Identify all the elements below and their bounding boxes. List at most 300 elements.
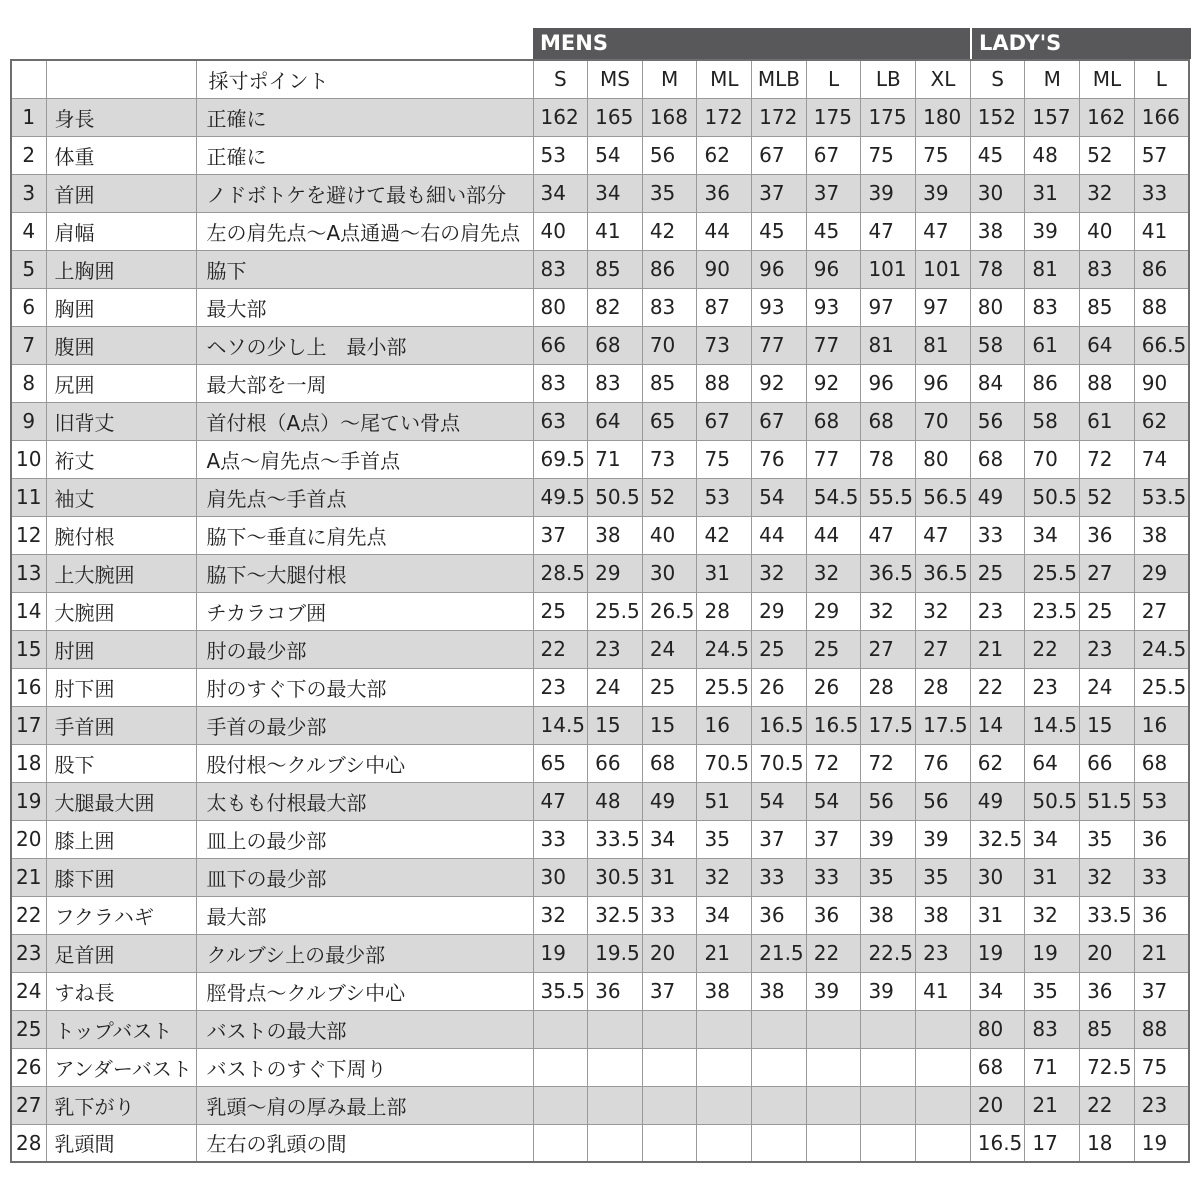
table-row	[11, 250, 1189, 288]
size-value-cell	[752, 1010, 807, 1048]
size-value-cell: 32	[533, 896, 588, 934]
size-col-header-mens: L	[806, 60, 861, 98]
size-value-cell: 41	[588, 212, 643, 250]
measure-desc-cell: 首付根（A点）～尾てい骨点	[196, 402, 533, 440]
size-value-cell: 83	[1080, 250, 1135, 288]
size-value-cell	[588, 1086, 643, 1124]
size-value-cell: 26	[806, 668, 861, 706]
size-value-cell: 22	[806, 934, 861, 972]
size-value-cell: 180	[916, 98, 971, 136]
table-row	[11, 402, 1189, 440]
measure-desc-cell: 最大部	[196, 896, 533, 934]
size-value-cell: 20	[1080, 934, 1135, 972]
size-value-cell: 72	[1080, 440, 1135, 478]
table-row	[11, 744, 1189, 782]
measure-desc-cell: 股付根～クルブシ中心	[196, 744, 533, 782]
row-number-cell: 27	[11, 1086, 46, 1124]
size-value-cell: 33.5	[1080, 896, 1135, 934]
size-value-cell: 53	[533, 136, 588, 174]
size-value-cell: 71	[1025, 1048, 1080, 1086]
size-value-cell: 32	[1080, 858, 1135, 896]
size-value-cell: 27	[1134, 592, 1189, 630]
size-value-cell: 23	[970, 592, 1025, 630]
size-value-cell: 25.5	[588, 592, 643, 630]
table-row	[11, 212, 1189, 250]
size-value-cell: 77	[806, 326, 861, 364]
size-value-cell: 68	[861, 402, 916, 440]
size-value-cell: 52	[642, 478, 697, 516]
size-value-cell: 172	[752, 98, 807, 136]
size-value-cell: 23	[1025, 668, 1080, 706]
measure-name-cell: 裄丈	[46, 440, 196, 478]
measure-point-header: 採寸ポイント	[196, 60, 533, 98]
size-value-cell: 97	[916, 288, 971, 326]
size-value-cell: 31	[642, 858, 697, 896]
measure-name-cell: 大腕囲	[46, 592, 196, 630]
measure-name-cell: 腕付根	[46, 516, 196, 554]
size-value-cell: 53	[697, 478, 752, 516]
size-value-cell: 51.5	[1080, 782, 1135, 820]
size-value-cell: 165	[588, 98, 643, 136]
size-value-cell: 29	[588, 554, 643, 592]
size-value-cell: 86	[1134, 250, 1189, 288]
size-value-cell: 76	[752, 440, 807, 478]
size-value-cell: 16.5	[752, 706, 807, 744]
ladys-group-header: LADY'S	[972, 28, 1191, 59]
row-number-cell: 10	[11, 440, 46, 478]
size-value-cell: 50.5	[1025, 782, 1080, 820]
size-value-cell: 66	[588, 744, 643, 782]
size-value-cell: 49	[642, 782, 697, 820]
measure-name-cell: 身長	[46, 98, 196, 136]
size-value-cell: 33	[1134, 174, 1189, 212]
size-value-cell: 45	[970, 136, 1025, 174]
table-row	[11, 1048, 1189, 1086]
size-value-cell	[642, 1086, 697, 1124]
measure-name-cell: 肘下囲	[46, 668, 196, 706]
measure-desc-cell: バストのすぐ下周り	[196, 1048, 533, 1086]
size-value-cell: 54	[752, 478, 807, 516]
size-value-cell	[861, 1086, 916, 1124]
row-number-cell: 12	[11, 516, 46, 554]
size-value-cell: 38	[588, 516, 643, 554]
size-value-cell: 73	[642, 440, 697, 478]
size-value-cell: 56	[642, 136, 697, 174]
size-value-cell: 39	[861, 972, 916, 1010]
table-row	[11, 440, 1189, 478]
size-value-cell: 24.5	[697, 630, 752, 668]
size-value-cell: 56.5	[916, 478, 971, 516]
size-value-cell: 66	[1080, 744, 1135, 782]
size-value-cell: 83	[642, 288, 697, 326]
size-value-cell: 19.5	[588, 934, 643, 972]
size-value-cell: 35.5	[533, 972, 588, 1010]
measure-name-cell: 尻囲	[46, 364, 196, 402]
table-row	[11, 516, 1189, 554]
size-value-cell: 32	[752, 554, 807, 592]
size-value-cell: 42	[697, 516, 752, 554]
size-value-cell: 21.5	[752, 934, 807, 972]
size-value-cell: 80	[916, 440, 971, 478]
size-value-cell	[533, 1048, 588, 1086]
size-value-cell: 72	[861, 744, 916, 782]
size-value-cell: 175	[806, 98, 861, 136]
size-col-header-mens: ML	[697, 60, 752, 98]
size-value-cell	[752, 1086, 807, 1124]
size-value-cell: 53	[1134, 782, 1189, 820]
size-value-cell: 36	[1080, 516, 1135, 554]
size-value-cell: 78	[861, 440, 916, 478]
size-value-cell: 35	[642, 174, 697, 212]
size-value-cell: 88	[1080, 364, 1135, 402]
size-value-cell: 70	[1025, 440, 1080, 478]
size-value-cell: 22	[1080, 1086, 1135, 1124]
size-value-cell	[916, 1124, 971, 1162]
table-row	[11, 782, 1189, 820]
row-number-cell: 4	[11, 212, 46, 250]
table-row	[11, 174, 1189, 212]
table-row	[11, 896, 1189, 934]
table-row	[11, 136, 1189, 174]
size-value-cell: 64	[1080, 326, 1135, 364]
size-value-cell: 68	[970, 1048, 1025, 1086]
measure-name-cell: 上胸囲	[46, 250, 196, 288]
size-value-cell: 25	[970, 554, 1025, 592]
size-value-cell: 37	[806, 820, 861, 858]
measure-desc-cell: 正確に	[196, 98, 533, 136]
size-value-cell: 37	[533, 516, 588, 554]
size-value-cell: 62	[697, 136, 752, 174]
measure-desc-cell: 肘の最少部	[196, 630, 533, 668]
size-value-cell: 27	[1080, 554, 1135, 592]
size-value-cell: 37	[752, 174, 807, 212]
size-value-cell: 52	[1080, 136, 1135, 174]
size-value-cell: 23	[1080, 630, 1135, 668]
size-value-cell: 24	[642, 630, 697, 668]
size-value-cell: 88	[1134, 1010, 1189, 1048]
row-number-cell: 20	[11, 820, 46, 858]
table-row	[11, 592, 1189, 630]
size-value-cell: 15	[642, 706, 697, 744]
size-value-cell	[806, 1048, 861, 1086]
size-value-cell: 93	[752, 288, 807, 326]
size-value-cell: 72	[806, 744, 861, 782]
size-value-cell: 61	[1025, 326, 1080, 364]
size-value-cell: 21	[1025, 1086, 1080, 1124]
size-value-cell: 35	[1080, 820, 1135, 858]
size-value-cell: 68	[588, 326, 643, 364]
size-value-cell: 65	[533, 744, 588, 782]
size-value-cell: 33	[806, 858, 861, 896]
size-value-cell: 22	[1025, 630, 1080, 668]
size-value-cell: 83	[1025, 288, 1080, 326]
table-row	[11, 1086, 1189, 1124]
table-row	[11, 554, 1189, 592]
size-value-cell: 45	[806, 212, 861, 250]
size-value-cell: 16	[697, 706, 752, 744]
size-value-cell	[806, 1086, 861, 1124]
row-number-cell: 7	[11, 326, 46, 364]
size-value-cell: 86	[1025, 364, 1080, 402]
size-value-cell: 63	[533, 402, 588, 440]
size-value-cell: 33	[642, 896, 697, 934]
size-value-cell: 24	[588, 668, 643, 706]
size-value-cell: 35	[697, 820, 752, 858]
size-value-cell: 32	[1025, 896, 1080, 934]
size-value-cell: 26	[752, 668, 807, 706]
size-value-cell: 19	[1134, 1124, 1189, 1162]
measure-desc-cell: 最大部	[196, 288, 533, 326]
row-number-cell: 21	[11, 858, 46, 896]
size-value-cell: 50.5	[1025, 478, 1080, 516]
size-value-cell: 39	[916, 174, 971, 212]
size-value-cell: 56	[916, 782, 971, 820]
size-value-cell: 36	[752, 896, 807, 934]
size-value-cell: 152	[970, 98, 1025, 136]
measure-name-cell: 首囲	[46, 174, 196, 212]
measure-desc-cell: チカラコブ囲	[196, 592, 533, 630]
row-number-cell: 3	[11, 174, 46, 212]
size-value-cell	[642, 1048, 697, 1086]
size-value-cell: 81	[916, 326, 971, 364]
size-value-cell: 77	[752, 326, 807, 364]
size-value-cell: 97	[861, 288, 916, 326]
table-row	[11, 98, 1189, 136]
table-row	[11, 668, 1189, 706]
table-row	[11, 326, 1189, 364]
empty-name-header-cell	[46, 60, 196, 98]
size-col-header-ladys: S	[970, 60, 1025, 98]
size-value-cell: 21	[1134, 934, 1189, 972]
size-value-cell: 31	[970, 896, 1025, 934]
table-row	[11, 706, 1189, 744]
size-value-cell: 85	[1080, 288, 1135, 326]
size-value-cell: 28	[916, 668, 971, 706]
size-value-cell: 20	[970, 1086, 1025, 1124]
size-value-cell: 19	[970, 934, 1025, 972]
size-value-cell: 30	[642, 554, 697, 592]
size-value-cell: 34	[642, 820, 697, 858]
measure-desc-cell: 脇下～大腿付根	[196, 554, 533, 592]
size-value-cell	[697, 1010, 752, 1048]
size-value-cell: 30	[533, 858, 588, 896]
size-value-cell: 62	[1134, 402, 1189, 440]
size-col-header-ladys: ML	[1080, 60, 1135, 98]
size-value-cell: 101	[916, 250, 971, 288]
size-value-cell	[752, 1124, 807, 1162]
row-number-cell: 26	[11, 1048, 46, 1086]
size-value-cell: 78	[970, 250, 1025, 288]
size-value-cell	[861, 1048, 916, 1086]
size-value-cell: 83	[533, 250, 588, 288]
size-value-cell: 166	[1134, 98, 1189, 136]
size-value-cell: 32	[806, 554, 861, 592]
table-row	[11, 820, 1189, 858]
size-value-cell	[806, 1124, 861, 1162]
size-value-cell: 49	[970, 478, 1025, 516]
size-value-cell: 96	[861, 364, 916, 402]
size-value-cell: 28	[697, 592, 752, 630]
row-number-cell: 19	[11, 782, 46, 820]
size-value-cell: 33	[1134, 858, 1189, 896]
size-value-cell: 35	[1025, 972, 1080, 1010]
size-value-cell: 21	[697, 934, 752, 972]
size-value-cell: 157	[1025, 98, 1080, 136]
size-value-cell: 70.5	[697, 744, 752, 782]
size-col-header-ladys: M	[1025, 60, 1080, 98]
size-value-cell: 39	[1025, 212, 1080, 250]
measure-desc-cell: 脇下～垂直に肩先点	[196, 516, 533, 554]
measure-name-cell: 肘囲	[46, 630, 196, 668]
size-value-cell: 29	[1134, 554, 1189, 592]
size-value-cell: 16.5	[806, 706, 861, 744]
size-value-cell	[642, 1010, 697, 1048]
size-value-cell: 41	[916, 972, 971, 1010]
size-value-cell: 32	[697, 858, 752, 896]
size-value-cell	[861, 1124, 916, 1162]
size-value-cell: 25.5	[1134, 668, 1189, 706]
size-value-cell: 81	[1025, 250, 1080, 288]
size-value-cell: 70	[916, 402, 971, 440]
size-value-cell: 14	[970, 706, 1025, 744]
size-value-cell: 25	[533, 592, 588, 630]
size-col-header-mens: M	[642, 60, 697, 98]
measure-desc-cell: 左の肩先点～A点通過～右の肩先点	[196, 212, 533, 250]
size-value-cell: 162	[1080, 98, 1135, 136]
size-value-cell: 21	[970, 630, 1025, 668]
size-value-cell: 15	[1080, 706, 1135, 744]
size-value-cell: 24.5	[1134, 630, 1189, 668]
measure-desc-cell: ヘソの少し上 最小部	[196, 326, 533, 364]
size-value-cell: 66.5	[1134, 326, 1189, 364]
size-value-cell: 54.5	[806, 478, 861, 516]
size-value-cell: 30.5	[588, 858, 643, 896]
row-number-cell: 6	[11, 288, 46, 326]
size-value-cell: 30	[970, 174, 1025, 212]
size-value-cell: 175	[861, 98, 916, 136]
table-row	[11, 630, 1189, 668]
table-row	[11, 478, 1189, 516]
measure-name-cell: 旧背丈	[46, 402, 196, 440]
size-value-cell: 25.5	[697, 668, 752, 706]
row-number-cell: 8	[11, 364, 46, 402]
size-value-cell: 39	[806, 972, 861, 1010]
size-value-cell: 56	[970, 402, 1025, 440]
size-value-cell: 32.5	[970, 820, 1025, 858]
row-number-cell: 28	[11, 1124, 46, 1162]
size-value-cell: 37	[1134, 972, 1189, 1010]
size-value-cell: 49	[970, 782, 1025, 820]
size-value-cell	[697, 1124, 752, 1162]
measure-name-cell: 膝下囲	[46, 858, 196, 896]
size-value-cell: 31	[697, 554, 752, 592]
measure-desc-cell: 乳頭～肩の厚み最上部	[196, 1086, 533, 1124]
measure-desc-cell: 皿下の最少部	[196, 858, 533, 896]
size-value-cell: 39	[916, 820, 971, 858]
empty-corner-cell	[11, 60, 46, 98]
size-value-cell: 27	[861, 630, 916, 668]
size-value-cell: 18	[1080, 1124, 1135, 1162]
size-value-cell	[642, 1124, 697, 1162]
size-value-cell	[916, 1010, 971, 1048]
size-value-cell	[916, 1048, 971, 1086]
row-number-cell: 14	[11, 592, 46, 630]
size-value-cell: 34	[533, 174, 588, 212]
size-value-cell: 14.5	[533, 706, 588, 744]
size-col-header-mens: XL	[916, 60, 971, 98]
size-value-cell: 16.5	[970, 1124, 1025, 1162]
size-value-cell: 54	[752, 782, 807, 820]
size-value-cell: 36	[1134, 896, 1189, 934]
size-value-cell: 57	[1134, 136, 1189, 174]
measure-desc-cell: 左右の乳頭の間	[196, 1124, 533, 1162]
size-value-cell: 55.5	[861, 478, 916, 516]
size-value-cell: 74	[1134, 440, 1189, 478]
size-value-cell: 90	[1134, 364, 1189, 402]
size-value-cell: 23	[916, 934, 971, 972]
size-value-cell: 17.5	[916, 706, 971, 744]
size-value-cell: 17.5	[861, 706, 916, 744]
measure-desc-cell: バストの最大部	[196, 1010, 533, 1048]
row-number-cell: 16	[11, 668, 46, 706]
size-value-cell: 19	[533, 934, 588, 972]
size-value-cell: 69.5	[533, 440, 588, 478]
size-value-cell: 16	[1134, 706, 1189, 744]
size-value-cell: 34	[970, 972, 1025, 1010]
size-value-cell: 75	[1134, 1048, 1189, 1086]
measure-name-cell: 手首囲	[46, 706, 196, 744]
size-value-cell: 35	[916, 858, 971, 896]
size-value-cell: 92	[752, 364, 807, 402]
size-value-cell: 68	[970, 440, 1025, 478]
measure-name-cell: 乳頭間	[46, 1124, 196, 1162]
table-row	[11, 972, 1189, 1010]
size-value-cell: 36	[588, 972, 643, 1010]
size-value-cell	[533, 1124, 588, 1162]
size-value-cell: 38	[916, 896, 971, 934]
row-number-cell: 11	[11, 478, 46, 516]
size-value-cell: 37	[806, 174, 861, 212]
size-value-cell: 22	[533, 630, 588, 668]
size-col-header-mens: S	[533, 60, 588, 98]
size-value-cell: 22.5	[861, 934, 916, 972]
measure-name-cell: 膝上囲	[46, 820, 196, 858]
size-value-cell: 88	[1134, 288, 1189, 326]
size-value-cell	[533, 1086, 588, 1124]
measure-name-cell: 体重	[46, 136, 196, 174]
measure-desc-cell: 脛骨点～クルブシ中心	[196, 972, 533, 1010]
size-value-cell: 23	[1134, 1086, 1189, 1124]
size-value-cell: 168	[642, 98, 697, 136]
size-value-cell: 70	[642, 326, 697, 364]
table-row	[11, 858, 1189, 896]
size-value-cell: 40	[642, 516, 697, 554]
size-value-cell: 48	[1025, 136, 1080, 174]
measure-name-cell: 足首囲	[46, 934, 196, 972]
size-value-cell: 34	[588, 174, 643, 212]
size-value-cell: 83	[588, 364, 643, 402]
size-value-cell: 80	[533, 288, 588, 326]
size-value-cell: 75	[861, 136, 916, 174]
size-value-cell: 50.5	[588, 478, 643, 516]
measure-name-cell: トップバスト	[46, 1010, 196, 1048]
size-value-cell: 38	[752, 972, 807, 1010]
size-value-cell: 75	[697, 440, 752, 478]
measure-name-cell: 乳下がり	[46, 1086, 196, 1124]
size-value-cell: 39	[861, 174, 916, 212]
size-col-header-mens: LB	[861, 60, 916, 98]
size-value-cell: 80	[970, 1010, 1025, 1048]
